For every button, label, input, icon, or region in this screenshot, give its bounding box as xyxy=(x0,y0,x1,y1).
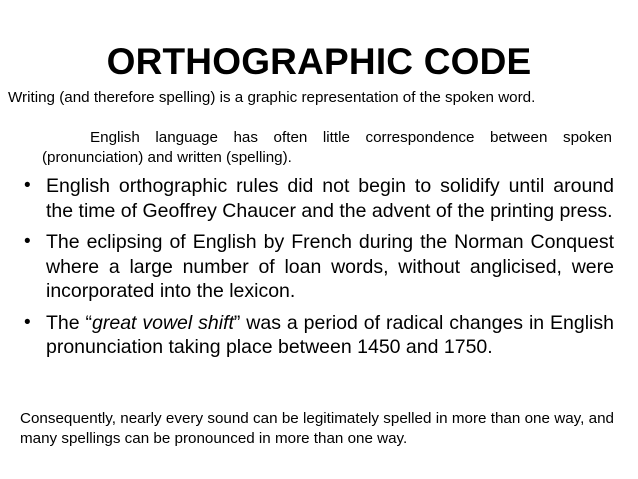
bullet-item xyxy=(14,311,614,360)
bullet-item xyxy=(14,230,614,304)
bullet-text-prefix: The “ xyxy=(46,311,93,334)
bullet-dot-icon: • xyxy=(24,175,31,196)
slide-title: ORTHOGRAPHIC CODE xyxy=(106,41,532,82)
conclusion-text: Consequently, nearly every sound can be legitimately spelled in more than one way, and many spellings can be pronounced in more than one way. xyxy=(20,410,614,447)
intro-text: Writing (and therefore spelling) is a graphic representation of the spoken word. xyxy=(8,89,536,106)
bullet-text: The eclipsing of English by French during the Norman Conquest where a large number of loan words, without anglicised, were incorporated into the lexicon. xyxy=(46,231,614,302)
bullet-list xyxy=(14,174,614,367)
bullet-text-suffix: ” was a period of radical changes in English pronunciation taking place between 1450 and 1750. xyxy=(46,311,614,358)
bullet-text: English orthographic rules did not begin to solidify until around the time of Geoffrey Chaucer and the advent of the printing press. xyxy=(46,175,614,222)
bullet-dot-icon: • xyxy=(24,231,31,252)
bullet-item xyxy=(14,174,614,223)
bullet-dot-icon: • xyxy=(24,311,31,333)
bullet-emphasis: great vowel shift xyxy=(92,311,234,334)
sub-point-text: English language has often little correspondence between spoken (pronunciation) and written (spelling). xyxy=(42,129,612,166)
